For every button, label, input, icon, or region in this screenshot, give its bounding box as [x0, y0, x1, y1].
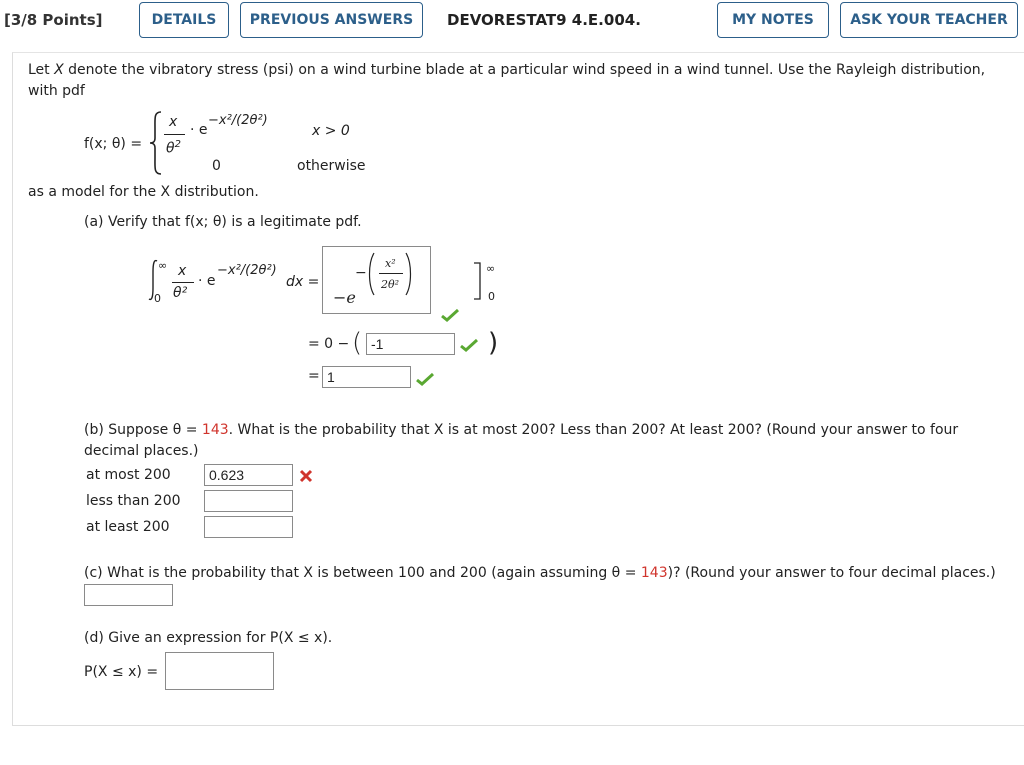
- cdf-label: P(X ≤ x) =: [84, 664, 159, 680]
- part-c-prompt: (c) What is the probability that X is between 100 and 200 (again assuming θ = 143)? (Round your answer to four decimal places.): [84, 565, 996, 581]
- theta-value: 143: [201, 422, 229, 438]
- pdf-frac-num: x: [169, 114, 178, 130]
- details-button[interactable]: DETAILS: [139, 2, 229, 38]
- intro-line-2: with pdf: [28, 83, 85, 99]
- antiderivative-exp-den: 2θ²: [381, 278, 400, 291]
- line3-prefix: =: [308, 368, 320, 384]
- between-input[interactable]: [84, 584, 173, 606]
- pdf-exp-sup: −x²/(2θ²): [208, 113, 268, 128]
- integral-lower: 0: [154, 292, 161, 305]
- ask-teacher-button[interactable]: ASK YOUR TEACHER: [840, 2, 1018, 38]
- cdf-input[interactable]: [165, 652, 274, 690]
- left-brace-icon: [148, 110, 164, 176]
- part-a-prompt: (a) Verify that f(x; θ) is a legitimate pdf.: [84, 214, 362, 230]
- left-paren-icon: [367, 251, 375, 297]
- antiderivative-base: −e: [333, 288, 356, 307]
- points-label: [3/8 Points]: [4, 11, 103, 29]
- incorrect-x-icon: [299, 469, 313, 483]
- pdf-exp-base: · e: [190, 122, 208, 138]
- part-b-prompt: (b) Suppose θ = 143. What is the probability that X is at most 200? Less than 200? At least 200? (Round your answer to four: [84, 422, 959, 438]
- integral-upper: ∞: [158, 259, 168, 272]
- pdf-frac-den: $\theta^2$: [166, 139, 181, 157]
- line3-input[interactable]: [322, 366, 411, 388]
- integrand-exp-base: · e: [198, 273, 216, 289]
- line2-prefix: = 0 −: [308, 336, 350, 352]
- antiderivative-minus: −: [355, 265, 367, 281]
- line2-close-paren: ): [488, 328, 499, 358]
- at-least-label: at least 200: [86, 519, 170, 535]
- right-paren-icon: [405, 251, 413, 297]
- integrand-exp-sup: −x²/(2θ²): [217, 263, 277, 278]
- at-most-label: at most 200: [86, 467, 171, 483]
- at-most-input[interactable]: [204, 464, 293, 486]
- model-line: as a model for the X distribution.: [28, 184, 259, 200]
- correct-check-icon: [416, 372, 434, 386]
- previous-answers-button[interactable]: PREVIOUS ANSWERS: [240, 2, 423, 38]
- correct-check-icon: [441, 308, 459, 322]
- at-least-input[interactable]: [204, 516, 293, 538]
- part-b-prompt-line2: decimal places.): [84, 443, 199, 459]
- theta-value: 143: [640, 565, 668, 581]
- question-id: DEVORESTAT9 4.E.004.: [447, 11, 641, 29]
- part-d-prompt: (d) Give an expression for P(X ≤ x).: [84, 630, 333, 646]
- integrand-num: x: [178, 263, 187, 279]
- integral-dx: dx =: [286, 274, 320, 290]
- intro-line-1: Let X denote the vibratory stress (psi) on a wind turbine blade at a particular wind speed in a wind tunnel. Use the Rayleigh distribution,: [28, 62, 986, 78]
- integrand-den: θ²: [173, 285, 188, 301]
- antiderivative-input[interactable]: [322, 246, 431, 314]
- pdf-cond-1: x > 0: [312, 123, 350, 139]
- evaluation-bracket-icon: [472, 262, 482, 300]
- less-than-label: less than 200: [86, 493, 181, 509]
- eval-upper: ∞: [486, 262, 496, 275]
- correct-check-icon: [460, 338, 478, 352]
- line2-input[interactable]: [366, 333, 455, 355]
- pdf-cond-2: otherwise: [297, 158, 366, 174]
- line2-open-paren: (: [352, 328, 363, 358]
- pdf-lhs: f(x; θ) =: [84, 136, 143, 152]
- my-notes-button[interactable]: MY NOTES: [717, 2, 829, 38]
- pdf-case-2: 0: [212, 158, 221, 174]
- question-header: [0, 0, 1024, 46]
- eval-lower: 0: [488, 290, 495, 303]
- antiderivative-exp-num: x²: [385, 257, 396, 270]
- less-than-input[interactable]: [204, 490, 293, 512]
